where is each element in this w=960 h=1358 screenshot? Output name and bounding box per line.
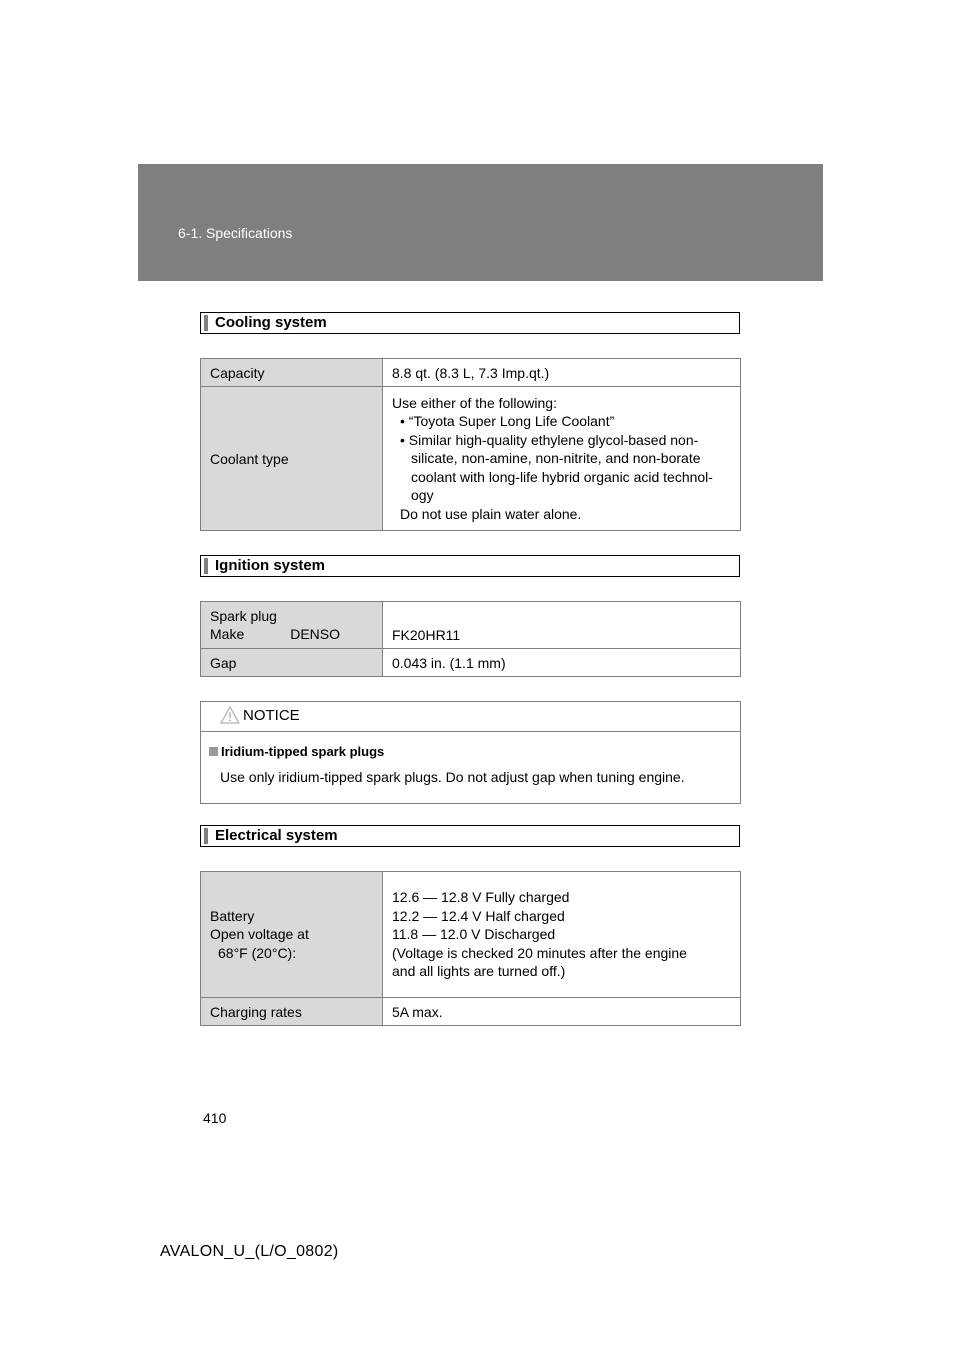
battery-value-line: (Voltage is checked 20 minutes after the engine [392, 944, 687, 961]
table-row [201, 872, 741, 998]
ignition-system-title [200, 555, 740, 577]
page-number: 410 [203, 1110, 227, 1126]
section-breadcrumb: 6-1. Specifications [178, 225, 293, 241]
coolant-line: coolant with long-life hybrid organic acid technol- [411, 468, 713, 485]
battery-value-line: 12.2 — 12.4 V Half charged [392, 907, 565, 924]
battery-values [383, 872, 741, 998]
cooling-title-text: Cooling system [215, 314, 327, 331]
cooling-table [200, 358, 741, 531]
coolant-line: silicate, non-amine, non-nitrite, and non-borate [411, 450, 701, 467]
title-marker [204, 558, 208, 574]
title-marker [204, 828, 208, 844]
notice-body: Use only iridium-tipped spark plugs. Do not adjust gap when tuning engine. [220, 769, 685, 785]
gap-label: Gap [201, 649, 383, 677]
notice-subtitle-text: Iridium-tipped spark plugs [221, 744, 385, 759]
make-line [210, 625, 373, 644]
coolant-label: Coolant type [201, 387, 383, 531]
make-value: DENSO [290, 626, 341, 642]
gap-value: 0.043 in. (1.1 mm) [383, 649, 741, 677]
title-marker [204, 315, 208, 331]
battery-label-line: Battery [210, 907, 255, 924]
capacity-value: 8.8 qt. (8.3 L, 7.3 Imp.qt.) [383, 359, 741, 387]
coolant-line: • Similar high-quality ethylene glycol-based non- [400, 431, 699, 448]
spark-plug-value: FK20HR11 [383, 602, 741, 649]
header-band [138, 164, 823, 281]
notice-header [201, 702, 740, 732]
square-bullet-icon [209, 747, 218, 756]
document-code: AVALON_U_(L/O_0802) [160, 1243, 339, 1260]
electrical-system-title [200, 825, 740, 847]
battery-value-line: 12.6 — 12.8 V Fully charged [392, 889, 570, 906]
coolant-line: • “Toyota Super Long Life Coolant” [400, 413, 615, 430]
battery-label [201, 872, 383, 998]
ignition-table [200, 601, 741, 677]
capacity-label: Capacity [201, 359, 383, 387]
battery-label-line: Open voltage at [210, 926, 309, 943]
coolant-value [383, 387, 741, 531]
charging-rates-value: 5A max. [383, 998, 741, 1026]
cooling-system-title [200, 312, 740, 334]
electrical-title-text: Electrical system [215, 827, 338, 844]
notice-title: NOTICE [243, 707, 300, 724]
table-row [201, 387, 741, 531]
coolant-line: ogy [411, 487, 434, 504]
table-row [201, 998, 741, 1026]
spark-plug-label [201, 602, 383, 649]
battery-label-line: 68°F (20°C): [218, 944, 297, 961]
electrical-table [200, 871, 741, 1026]
battery-value-line: and all lights are turned off.) [392, 963, 566, 980]
warning-icon [220, 706, 240, 724]
coolant-line: Use either of the following: [392, 394, 557, 411]
battery-value-line: 11.8 — 12.0 V Discharged [392, 926, 556, 943]
table-row [201, 359, 741, 387]
make-label: Make [210, 626, 245, 642]
charging-rates-label: Charging rates [201, 998, 383, 1026]
coolant-line: Do not use plain water alone. [400, 505, 582, 522]
notice-box [200, 701, 741, 804]
table-row [201, 602, 741, 649]
spark-plug-heading: Spark plug [210, 607, 277, 624]
table-row [201, 649, 741, 677]
ignition-title-text: Ignition system [215, 557, 326, 574]
notice-subtitle [209, 744, 384, 759]
